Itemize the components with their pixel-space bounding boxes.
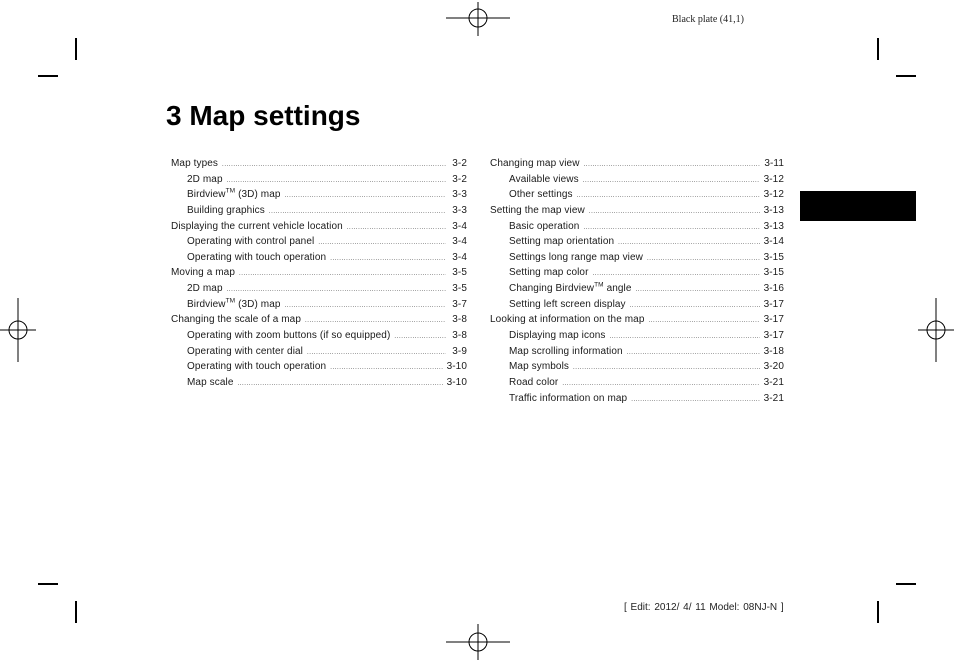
toc-entry[interactable] bbox=[490, 187, 784, 203]
dot-leader bbox=[347, 221, 446, 237]
toc-entry-label bbox=[187, 297, 281, 313]
toc-page-number: 3-4 bbox=[452, 251, 467, 263]
toc-entry-label bbox=[509, 375, 558, 391]
toc-entry[interactable] bbox=[490, 391, 784, 407]
registration-mark-bottom-icon bbox=[446, 624, 510, 660]
toc-entry-label bbox=[509, 391, 627, 407]
toc-entry-text: Operating with center dial bbox=[187, 345, 303, 357]
toc-entry-text: 2D map bbox=[187, 173, 223, 185]
toc-entry[interactable] bbox=[171, 234, 467, 250]
toc-entry-text: Looking at information on the map bbox=[490, 314, 645, 326]
toc-entry-label bbox=[187, 187, 281, 203]
toc-entry-text: Settings long range map view bbox=[509, 251, 643, 263]
toc-entry[interactable] bbox=[490, 281, 784, 297]
registration-mark-right-icon bbox=[918, 298, 954, 362]
toc-page-number: 3-11 bbox=[764, 158, 784, 169]
dot-leader bbox=[649, 314, 760, 330]
dot-leader bbox=[647, 252, 760, 268]
crop-mark-bl-horizontal bbox=[38, 583, 58, 585]
chapter-tab bbox=[800, 191, 916, 221]
toc-entry-label bbox=[187, 281, 223, 297]
toc-entry-text: Basic operation bbox=[509, 220, 580, 232]
toc-entry[interactable] bbox=[490, 297, 784, 313]
toc-entry-text: 2D map bbox=[187, 283, 223, 295]
toc-entry-label bbox=[509, 297, 626, 313]
toc-page-number: 3-8 bbox=[452, 330, 467, 342]
toc-entry-label bbox=[509, 281, 632, 297]
toc-page-number: 3-9 bbox=[452, 345, 467, 357]
toc-entry[interactable] bbox=[171, 359, 467, 375]
toc-page-number: 3-21 bbox=[763, 392, 784, 404]
toc-page-number: 3-15 bbox=[763, 267, 784, 279]
toc-entry-label bbox=[187, 203, 265, 219]
toc-page-number: 3-5 bbox=[452, 283, 467, 295]
toc-entry-text: Map scale bbox=[187, 376, 234, 388]
toc-entry-label bbox=[509, 219, 579, 235]
toc-entry-label bbox=[490, 312, 645, 328]
toc-page-number: 3-10 bbox=[446, 361, 467, 373]
toc-entry-text: Operating with touch operation bbox=[187, 361, 327, 373]
toc-entry-text: Road color bbox=[509, 376, 559, 388]
toc-entry-label bbox=[509, 359, 569, 375]
toc-entry[interactable] bbox=[490, 172, 784, 188]
toc-entry-label bbox=[509, 344, 623, 360]
toc-entry[interactable] bbox=[171, 265, 467, 281]
toc-entry[interactable] bbox=[171, 328, 467, 344]
toc-entry-text: Operating with control panel bbox=[187, 236, 315, 248]
toc-entry-suffix: (3D) map bbox=[235, 189, 281, 201]
toc-entry-text: Map types bbox=[171, 158, 219, 169]
registration-mark-top-icon bbox=[446, 2, 510, 36]
dot-leader bbox=[239, 267, 446, 283]
toc-entry-text: Setting map color bbox=[509, 267, 589, 279]
dot-leader bbox=[610, 330, 760, 346]
toc-entry-label bbox=[187, 234, 314, 250]
toc-entry-label bbox=[187, 328, 390, 344]
toc-page-number: 3-3 bbox=[452, 204, 467, 216]
toc-entry-text: Other settings bbox=[509, 189, 573, 201]
dot-leader bbox=[318, 236, 446, 252]
toc-page-number: 3-4 bbox=[452, 220, 467, 232]
toc-entry-label bbox=[171, 156, 218, 172]
toc-entry-label bbox=[509, 250, 643, 266]
dot-leader bbox=[627, 346, 760, 362]
dot-leader bbox=[631, 393, 759, 409]
toc-entry[interactable] bbox=[490, 375, 784, 391]
dot-leader bbox=[583, 174, 760, 190]
toc-page-number: 3-21 bbox=[763, 376, 784, 388]
toc-entry-suffix: (3D) map bbox=[235, 298, 281, 310]
toc-entry-label bbox=[187, 250, 326, 266]
toc-page-number: 3-13 bbox=[763, 220, 784, 232]
toc-entry-label bbox=[187, 172, 223, 188]
toc-page-number: 3-17 bbox=[763, 314, 784, 326]
dot-leader bbox=[636, 283, 760, 299]
crop-mark-br-vertical bbox=[877, 601, 879, 623]
toc-entry[interactable] bbox=[490, 312, 784, 328]
toc-entry[interactable] bbox=[490, 234, 784, 250]
toc-entry[interactable] bbox=[171, 172, 467, 188]
toc-entry-label bbox=[509, 187, 573, 203]
dot-leader bbox=[222, 158, 446, 174]
crop-mark-br-horizontal bbox=[896, 583, 916, 585]
dot-leader bbox=[630, 299, 760, 315]
toc-entry-label bbox=[490, 203, 585, 219]
toc-entry[interactable] bbox=[171, 187, 467, 203]
toc-entry-text: Map scrolling information bbox=[509, 345, 623, 357]
dot-leader bbox=[394, 330, 446, 346]
toc-entry-text: Changing map view bbox=[490, 158, 580, 169]
toc-entry[interactable] bbox=[490, 250, 784, 266]
toc-entry-label bbox=[187, 359, 326, 375]
toc-entry[interactable] bbox=[490, 265, 784, 281]
toc-entry[interactable] bbox=[171, 297, 467, 313]
toc-entry-label bbox=[171, 312, 301, 328]
dot-leader bbox=[285, 189, 446, 205]
dot-leader bbox=[307, 346, 446, 362]
toc-page-number: 3-4 bbox=[452, 236, 467, 248]
crop-mark-tr-horizontal bbox=[896, 75, 916, 77]
toc-page-number: 3-16 bbox=[763, 283, 784, 295]
toc-entry-label bbox=[171, 219, 343, 235]
toc-entry-label bbox=[187, 344, 303, 360]
toc-entry[interactable] bbox=[171, 344, 467, 360]
crop-mark-tr-vertical bbox=[877, 38, 879, 60]
toc-entry-text: Birdview bbox=[187, 298, 226, 310]
toc-entry-label bbox=[171, 265, 235, 281]
toc-entry-text: Operating with touch operation bbox=[187, 251, 327, 263]
toc-entry-text: Building graphics bbox=[187, 204, 265, 216]
toc-entry-text: Displaying the current vehicle location bbox=[171, 220, 343, 232]
toc-page-number: 3-13 bbox=[763, 204, 784, 216]
toc-page-number: 3-8 bbox=[452, 314, 467, 326]
toc-entry[interactable] bbox=[490, 203, 784, 219]
registration-mark-left-icon bbox=[0, 298, 36, 362]
toc-entry[interactable] bbox=[490, 156, 784, 172]
toc-entry[interactable] bbox=[171, 219, 467, 235]
toc-page-number: 3-5 bbox=[452, 267, 467, 279]
toc-entry-label bbox=[509, 234, 614, 250]
edit-footer: [ Edit: 2012/ 4/ 11 Model: 08NJ-N ] bbox=[624, 602, 784, 613]
toc-entry[interactable] bbox=[171, 375, 467, 391]
toc-page-number: 3-3 bbox=[452, 189, 467, 201]
trademark-superscript: TM bbox=[225, 297, 236, 305]
toc-entry-text: Moving a map bbox=[171, 267, 236, 279]
toc-page-number: 3-2 bbox=[452, 173, 467, 185]
toc-page-number: 3-15 bbox=[763, 251, 784, 263]
toc-page-number: 3-10 bbox=[446, 376, 467, 388]
toc-left-column bbox=[171, 156, 467, 391]
toc-entry-text: Displaying map icons bbox=[509, 330, 606, 342]
dot-leader bbox=[577, 189, 760, 205]
toc-page-number: 3-17 bbox=[763, 298, 784, 310]
toc-entry[interactable] bbox=[171, 203, 467, 219]
toc-entry[interactable] bbox=[490, 219, 784, 235]
toc-entry-label bbox=[187, 375, 233, 391]
toc-entry-text: Traffic information on map bbox=[509, 392, 628, 404]
dot-leader bbox=[573, 361, 760, 377]
toc-entry-text: Map symbols bbox=[509, 361, 570, 373]
toc-page-number: 3-17 bbox=[763, 330, 784, 342]
plate-label: Black plate (41,1) bbox=[672, 14, 744, 25]
dot-leader bbox=[589, 205, 760, 221]
toc-entry[interactable] bbox=[171, 281, 467, 297]
crop-mark-tl-horizontal bbox=[38, 75, 58, 77]
toc-entry[interactable] bbox=[171, 312, 467, 328]
toc-page-number: 3-20 bbox=[763, 361, 784, 373]
trademark-superscript: TM bbox=[594, 281, 604, 289]
dot-leader bbox=[330, 252, 446, 268]
toc-entry-text: Changing the scale of a map bbox=[171, 314, 302, 326]
toc-entry-suffix: angle bbox=[603, 283, 632, 295]
toc-entry-text: Setting left screen display bbox=[509, 298, 626, 310]
dot-leader bbox=[285, 299, 446, 315]
toc-entry-label bbox=[509, 172, 579, 188]
trademark-superscript: TM bbox=[225, 187, 236, 195]
toc-entry-label bbox=[509, 328, 606, 344]
toc-entry[interactable] bbox=[171, 250, 467, 266]
toc-page-number: 3-18 bbox=[763, 345, 784, 357]
dot-leader bbox=[237, 377, 442, 393]
toc-entry-text: Birdview bbox=[187, 189, 226, 201]
page-title: 3 Map settings bbox=[166, 100, 361, 131]
toc-page-number: 3-12 bbox=[763, 189, 784, 201]
toc-entry-text: Setting the map view bbox=[490, 204, 585, 216]
toc-entry-text: Changing Birdview bbox=[509, 283, 595, 295]
dot-leader bbox=[584, 158, 761, 174]
toc-page-number: 3-12 bbox=[763, 173, 784, 185]
toc-entry[interactable] bbox=[490, 359, 784, 375]
toc-right-column bbox=[490, 156, 784, 406]
toc-entry-text: Available views bbox=[509, 173, 579, 185]
toc-entry-label bbox=[490, 156, 580, 172]
toc-page-number: 3-7 bbox=[452, 298, 467, 310]
toc-entry-text: Operating with zoom buttons (if so equipped) bbox=[187, 330, 391, 342]
toc-page-number: 3-2 bbox=[452, 158, 467, 169]
toc-entry[interactable] bbox=[171, 156, 467, 172]
toc-entry-text: Setting map orientation bbox=[509, 236, 615, 248]
toc-entry-label bbox=[509, 265, 589, 281]
dot-leader bbox=[330, 361, 442, 377]
toc-page-number: 3-14 bbox=[763, 236, 784, 248]
toc-entry[interactable] bbox=[490, 344, 784, 360]
toc-entry[interactable] bbox=[490, 328, 784, 344]
crop-mark-bl-vertical bbox=[75, 601, 77, 623]
crop-mark-tl-vertical bbox=[75, 38, 77, 60]
